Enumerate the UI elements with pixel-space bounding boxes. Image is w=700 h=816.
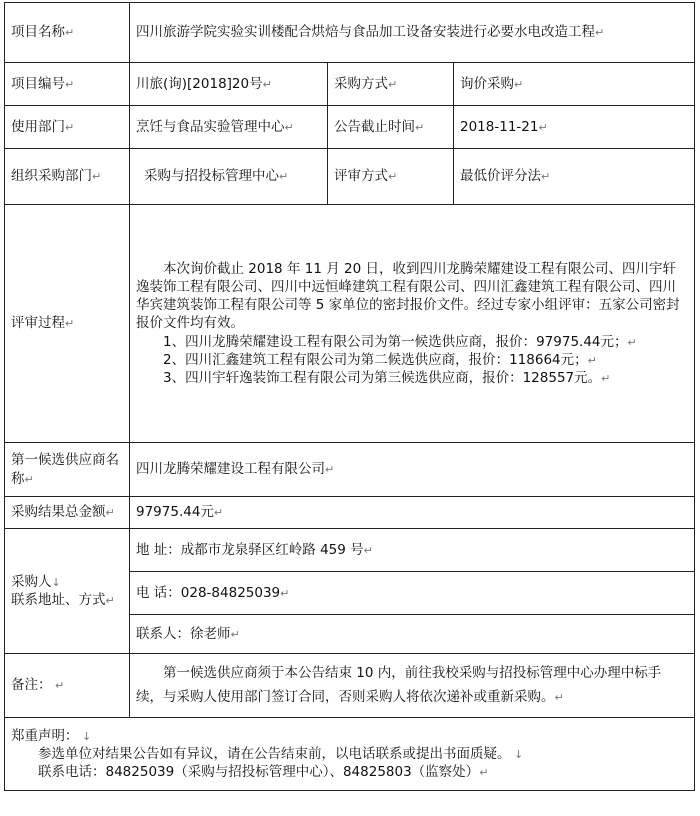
row-declaration bbox=[5, 718, 695, 791]
total-amount-value: 97975.44元↵ bbox=[130, 497, 695, 529]
row-project-name bbox=[5, 3, 695, 63]
remarks-label: 备注： ↵ bbox=[5, 654, 130, 718]
project-number-value: 川旅(询)[2018]20号↵ bbox=[130, 63, 328, 106]
buyer-address: 地 址：成都市龙泉驿区红岭路 459 号↵ bbox=[130, 529, 695, 572]
row-total-amount bbox=[5, 497, 695, 529]
review-method-label: 评审方式↵ bbox=[328, 149, 454, 205]
review-intro: 本次询价截止 2018 年 11 月 20 日，收到四川龙腾荣耀建设工程有限公司、四川宇轩逸装饰工程有限公司、四川中远恒峰建筑工程有限公司、四川汇鑫建筑工程有限公司、四川华宾建筑装饰工程有限公司等 5 家单位的密封报价文件。经过专家小组评审：五家公司密封报价文件均有效。 bbox=[136, 260, 680, 332]
row-department bbox=[5, 106, 695, 149]
row-buyer-address bbox=[5, 529, 695, 572]
project-name-value: 四川旅游学院实验实训楼配合烘焙与食品加工设备安装进行必要水电改造工程↵ bbox=[130, 3, 695, 63]
review-process-content bbox=[130, 205, 695, 443]
row-procurement-dept bbox=[5, 149, 695, 205]
procurement-method-value: 询价采购↵ bbox=[454, 63, 695, 106]
announcement-table bbox=[4, 2, 695, 791]
procurement-dept-label: 组织采购部门↵ bbox=[5, 149, 130, 205]
remarks-value: 第一候选供应商须于本公告结束 10 内，前往我校采购与招投标管理中心办理中标手续，与采购人使用部门签订合同，否则采购人将依次递补或重新采购。↵ bbox=[130, 654, 695, 718]
declaration-line-2: 联系电话：84825039（采购与招投标管理中心）、84825803（监察处）↵ bbox=[38, 764, 489, 781]
department-label: 使用部门↵ bbox=[5, 106, 130, 149]
row-project-number bbox=[5, 63, 695, 106]
declaration-line-1: 参选单位对结果公告如有异议，请在公告结束前，以电话联系或提出书面质疑。 ↓ bbox=[38, 745, 524, 762]
procurement-dept-value: 采购与招投标管理中心↵ bbox=[130, 149, 328, 205]
review-process-label: 评审过程↵ bbox=[5, 205, 130, 443]
first-candidate-label: 第一候选供应商名称↵ bbox=[5, 443, 130, 497]
declaration-title: 郑重声明： ↓ bbox=[11, 727, 92, 744]
total-amount-label: 采购结果总金额↵ bbox=[5, 497, 130, 529]
project-number-label: 项目编号↵ bbox=[5, 63, 130, 106]
procurement-method-label: 采购方式↵ bbox=[328, 63, 454, 106]
row-review-process bbox=[5, 205, 695, 443]
declaration bbox=[5, 718, 695, 791]
review-method-value: 最低价评分法↵ bbox=[454, 149, 695, 205]
review-item-2: 2、四川汇鑫建筑工程有限公司为第二候选供应商，报价：118664元；↵ bbox=[163, 351, 597, 368]
buyer-phone: 电 话：028-84825039↵ bbox=[130, 572, 695, 615]
review-item-1: 1、四川龙腾荣耀建设工程有限公司为第一候选供应商，报价：97975.44元；↵ bbox=[163, 333, 637, 350]
review-item-3: 3、四川宇轩逸装饰工程有限公司为第三候选供应商，报价：128557元。↵ bbox=[163, 370, 611, 387]
first-candidate-value: 四川龙腾荣耀建设工程有限公司↵ bbox=[130, 443, 695, 497]
buyer-contact: 联系人：徐老师↵ bbox=[130, 615, 695, 654]
department-value: 烹饪与食品实验管理中心↵ bbox=[130, 106, 328, 149]
buyer-label: 采购人↓ 联系地址、方式↵ bbox=[5, 529, 130, 654]
deadline-value: 2018-11-21↵ bbox=[454, 106, 695, 149]
row-first-candidate bbox=[5, 443, 695, 497]
row-remarks bbox=[5, 654, 695, 718]
deadline-label: 公告截止时间↵ bbox=[328, 106, 454, 149]
project-name-label: 项目名称↵ bbox=[5, 3, 130, 63]
